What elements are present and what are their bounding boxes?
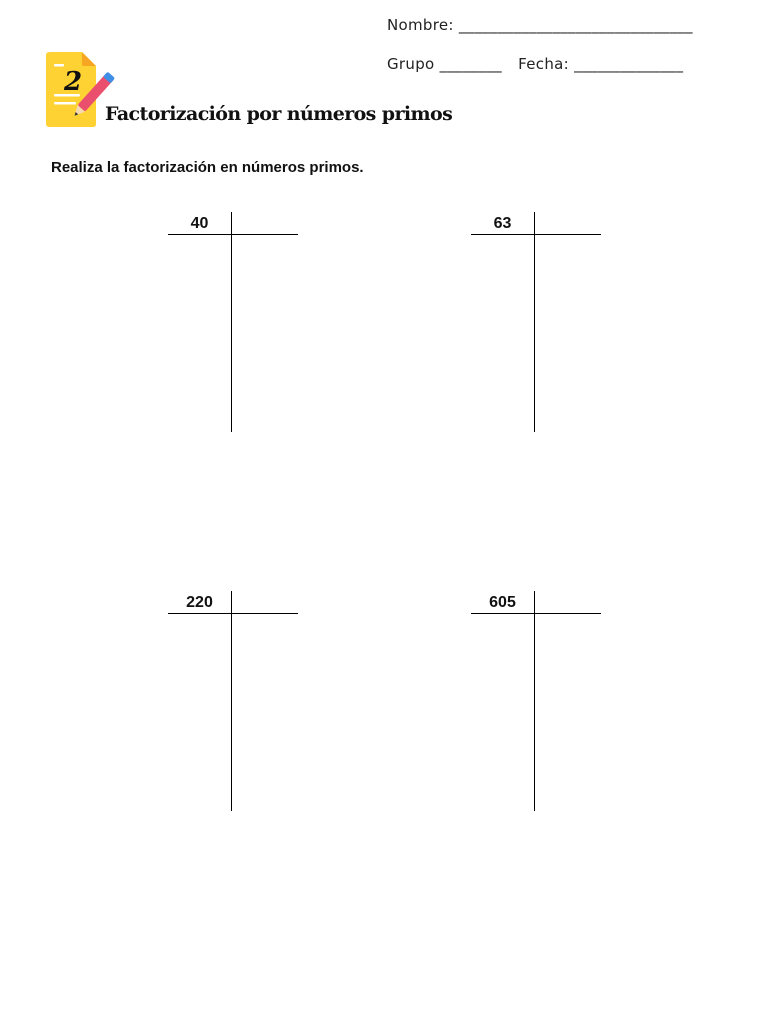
instruction-text: Realiza la factorización en números primos. xyxy=(51,159,364,176)
group-date-row xyxy=(387,55,683,73)
factor-table-63[interactable] xyxy=(471,212,601,432)
date-blank[interactable]: ______________ xyxy=(574,55,684,73)
name-field[interactable] xyxy=(387,16,693,34)
factor-table-40[interactable] xyxy=(168,212,298,432)
horizontal-rule xyxy=(471,613,601,614)
factor-table-220[interactable] xyxy=(168,591,298,811)
exercise-number: 63 xyxy=(493,215,512,232)
factor-table-605[interactable] xyxy=(471,591,601,811)
name-label: Nombre: xyxy=(387,16,454,34)
vertical-rule xyxy=(231,591,232,811)
vertical-rule xyxy=(534,591,535,811)
name-blank[interactable]: ______________________________ xyxy=(458,16,693,34)
date-label: Fecha: xyxy=(518,55,569,73)
horizontal-rule xyxy=(471,234,601,235)
vertical-rule xyxy=(231,212,232,432)
exercise-number: 40 xyxy=(190,215,209,232)
exercise-number: 220 xyxy=(186,594,213,611)
group-label: Grupo xyxy=(387,55,435,73)
group-blank[interactable]: ________ xyxy=(439,55,502,73)
worksheet-title: Factorización por números primos xyxy=(105,103,453,125)
horizontal-rule xyxy=(168,234,298,235)
logo-number: 2 xyxy=(64,67,83,97)
vertical-rule xyxy=(534,212,535,432)
exercise-number: 605 xyxy=(489,594,516,611)
horizontal-rule xyxy=(168,613,298,614)
